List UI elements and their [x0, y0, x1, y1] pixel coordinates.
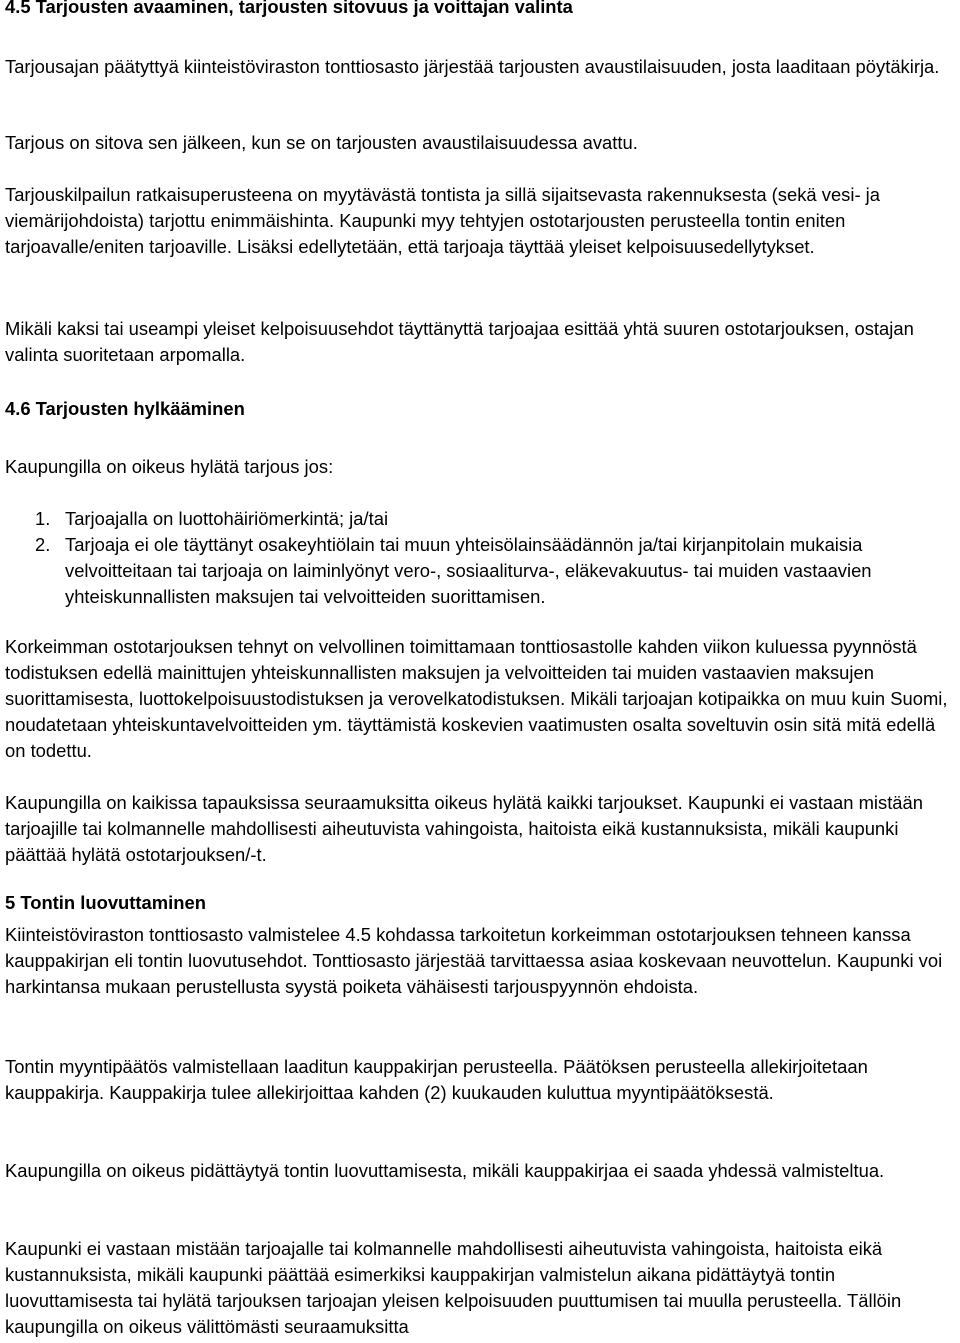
rejection-criteria-list — [5, 506, 955, 610]
section-heading-4-5: 4.5 Tarjousten avaaminen, tarjousten sitovuus ja voittajan valinta — [5, 0, 573, 17]
section-heading-4-6: 4.6 Tarjousten hylkääminen — [5, 398, 245, 419]
list-item-text: Tarjoajalla on luottohäiriömerkintä; ja/tai — [65, 508, 389, 529]
list-item — [5, 506, 955, 532]
paragraph-hylkays-intro: Kaupungilla on oikeus hylätä tarjous jos: — [5, 456, 334, 477]
section-heading-5: 5 Tontin luovuttaminen — [5, 892, 206, 913]
list-item-number: 1. — [35, 508, 51, 529]
paragraph-sitovuus: Tarjous on sitova sen jälkeen, kun se on tarjousten avaustilaisuudessa avattu. — [5, 132, 638, 153]
paragraph-myyntipaatos: Tontin myyntipäätös valmistellaan laaditun kauppakirjan perusteella. Päätöksen perusteella allekirjoitetaan kauppakirja. Kauppakirja tulee allekirjoittaa kahden (2) kuukauden kuluttua myyntipäätöksestä. — [5, 1056, 868, 1103]
paragraph-todistukset: Korkeimman ostotarjouksen tehnyt on velvollinen toimittamaan tonttiosastolle kahden viikon kuluessa pyynnöstä todistuksen edellä mainittujen yhteiskunnallisten maksujen ja velvoitteiden tai muiden vastaavien maksujen suorittamisesta, luottokelpoisuustodistuksen ja verovelkatodistuksen. Mikäli tarjoajan kotipaikka on muu kuin Suomi, noudatetaan yhteiskuntavelvoitteiden ym. täyttämistä koskevien vaatimusten osalta soveltuvin osin sitä mitä edellä on todettu. — [5, 636, 948, 761]
paragraph-avaustilaisuus: Tarjousajan päätyttyä kiinteistöviraston tonttiosasto järjestää tarjousten avaustilaisuuden, josta laaditaan pöytäkirja. — [5, 56, 940, 77]
paragraph-arvonta: Mikäli kaksi tai useampi yleiset kelpoisuusehdot täyttänyttä tarjoajaa esittää yhtä suuren ostotarjouksen, ostajan valinta suoritetaan arpomalla. — [5, 318, 914, 365]
list-item-text: Tarjoaja ei ole täyttänyt osakeyhtiölain tai muun yhteisölainsäädännön ja/tai kirjanpitolain mukaisia velvoitteitaan tai tarjoaja on laiminlyönyt vero-, sosiaaliturva-, eläkevakuutus- tai muiden vastaavien yhteiskunnallisten maksujen tai velvoitteiden suorittamisen. — [65, 534, 872, 607]
paragraph-vastuunrajaus: Kaupunki ei vastaan mistään tarjoajalle tai kolmannelle mahdollisesti aiheutuvista vahingoista, haitoista eikä kustannuksista, mikäli kaupunki päättää esimerkiksi kauppakirjan valmistelun aikana pidättäytyä tontin luovuttamisesta tai hylätä tarjouksen tarjoajan yleisen kelpoisuuden puuttumisen tai muulla perusteella. Tällöin kaupungilla on oikeus välittömästi seuraamuksitta — [5, 1238, 902, 1337]
paragraph-ratkaisuperuste: Tarjouskilpailun ratkaisuperusteena on myytävästä tontista ja sillä sijaitsevasta rakennuksesta (sekä vesi- ja viemärijohdoista) tarjottu enimmäishinta. Kaupunki myy tehtyjen ostotarjousten perusteella tontin eniten tarjoavalle/eniten tarjoaville. Lisäksi edellytetään, että tarjoaja täyttää yleiset kelpoisuusedellytykset. — [5, 184, 880, 257]
paragraph-hylkaysoikeus: Kaupungilla on kaikissa tapauksissa seuraamuksitta oikeus hylätä kaikki tarjoukset. Kaupunki ei vastaan mistään tarjoajille tai kolmannelle mahdollisesti aiheutuvista vahingoista, haitoista eikä kustannuksista, mikäli kaupunki päättää hylätä ostotarjouksen/-t. — [5, 792, 923, 865]
paragraph-kauppakirjan-valmistelu: Kiinteistöviraston tonttiosasto valmistelee 4.5 kohdassa tarkoitetun korkeimman ostotarjouksen tehneen kanssa kauppakirjan eli tontin luovutusehdot. Tonttiosasto järjestää tarvittaessa asiaa koskevaan neuvottelun. Kaupunki voi harkintansa mukaan perustellusta syystä poiketa vähäisesti tarjouspyynnön ehdoista. — [5, 924, 943, 997]
paragraph-pidattaytyminen: Kaupungilla on oikeus pidättäytyä tontin luovuttamisesta, mikäli kauppakirjaa ei saada yhdessä valmisteltua. — [5, 1160, 885, 1181]
list-item — [5, 532, 955, 610]
list-item-number: 2. — [35, 534, 51, 555]
